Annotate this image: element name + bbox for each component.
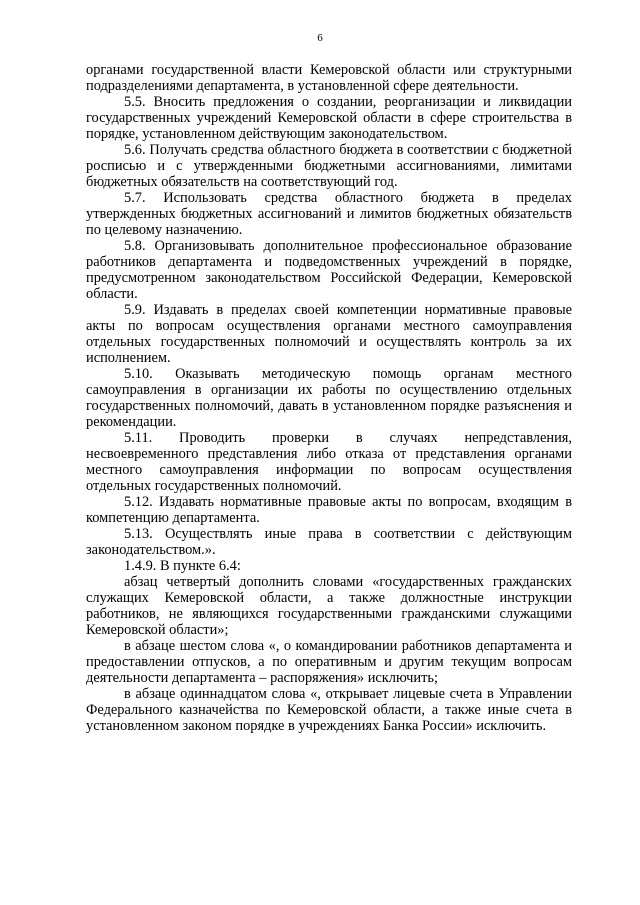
paragraph-5-12: 5.12. Издавать нормативные правовые акты по вопросам, входящим в компетенцию департамента. [86, 494, 572, 526]
paragraph-amendment-11: в абзаце одиннадцатом слова «, открывает лицевые счета в Управлении Федерального казначейства по Кемеровской области, а также иные счета в установленном законом порядке в учреждениях Банка России» исключить. [86, 686, 572, 734]
paragraph-5-10: 5.10. Оказывать методическую помощь органам местного самоуправления в организации их работы по осуществлению отдельных государственных полномочий, давать в установленном порядке разъяснения и рекомендации. [86, 366, 572, 430]
document-body [86, 62, 572, 734]
page-number: 6 [317, 32, 323, 44]
paragraph-5-7: 5.7. Использовать средства областного бюджета в пределах утвержденных бюджетных ассигнований и лимитов бюджетных обязательств по целевому назначению. [86, 190, 572, 238]
paragraph-5-6: 5.6. Получать средства областного бюджета в соответствии с бюджетной росписью и с утвержденными бюджетными ассигнованиями, лимитами бюджетных обязательств на соответствующий год. [86, 142, 572, 190]
paragraph-5-11: 5.11. Проводить проверки в случаях непредставления, несвоевременного представления либо отказа от представления органами местного самоуправления информации по вопросам осуществления отдельных государственных полномочий. [86, 430, 572, 494]
paragraph-5-8: 5.8. Организовывать дополнительное профессиональное образование работников департамента и подведомственных учреждений в порядке, предусмотренном законодательством Российской Федерации, Кемеровской области. [86, 238, 572, 302]
paragraph-amendment-4: абзац четвертый дополнить словами «государственных гражданских служащих Кемеровской области, а также должностные инструкции работников, не являющихся государственными гражданскими служащими Кемеровской области»; [86, 574, 572, 638]
paragraph-5-9: 5.9. Издавать в пределах своей компетенции нормативные правовые акты по вопросам осуществления органами местного самоуправления отдельных государственных полномочий и осуществлять контроль за их исполнением. [86, 302, 572, 366]
paragraph-continuation: органами государственной власти Кемеровской области или структурными подразделениями департамента, в установленной сфере деятельности. [86, 62, 572, 94]
paragraph-5-13: 5.13. Осуществлять иные права в соответствии с действующим законодательством.». [86, 526, 572, 558]
paragraph-amendment-6: в абзаце шестом слова «, о командировании работников департамента и предоставлении отпусков, а по оперативным и другим текущим вопросам деятельности департамента – распоряжения» исключить; [86, 638, 572, 686]
paragraph-1-4-9: 1.4.9. В пункте 6.4: [124, 558, 241, 574]
paragraph-5-5: 5.5. Вносить предложения о создании, реорганизации и ликвидации государственных учреждений Кемеровской области в сфере строительства в порядке, установленном действующим законодательством. [86, 94, 572, 142]
